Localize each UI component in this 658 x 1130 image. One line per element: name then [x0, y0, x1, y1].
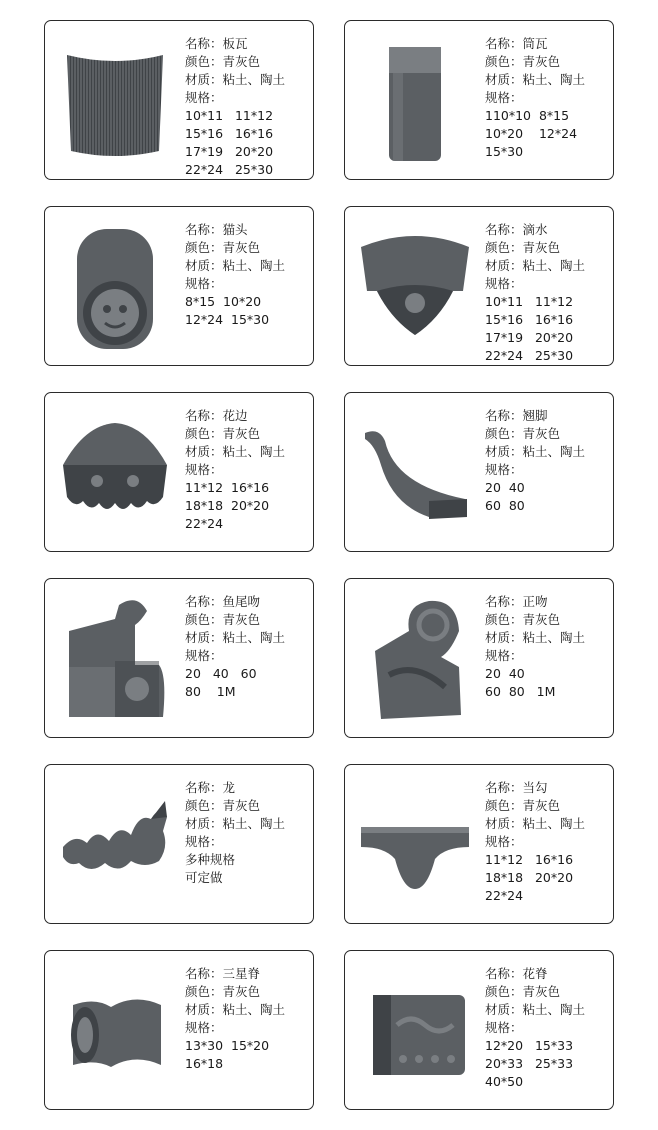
spec-line: 11*12 16*16	[185, 480, 270, 495]
product-name-line	[485, 965, 611, 983]
product-card	[344, 578, 614, 738]
spec-label: 规格：	[185, 834, 223, 849]
product-info	[185, 965, 311, 1073]
color-label: 颜色：	[485, 54, 523, 69]
product-name: 滴水	[522, 222, 548, 237]
product-name: 龙	[222, 780, 236, 795]
product-color-line	[485, 983, 611, 1001]
product-name: 花边	[222, 408, 248, 423]
spec-line: 20*33 25*33	[485, 1056, 574, 1071]
product-name: 花脊	[522, 966, 548, 981]
spec-line: 11*12 16*16	[485, 852, 574, 867]
spec-label: 规格：	[185, 648, 223, 663]
product-info	[185, 593, 311, 701]
flower-ridge-icon	[355, 963, 475, 1097]
drip-tile-icon	[355, 219, 475, 353]
product-name: 板瓦	[222, 36, 248, 51]
product-info	[185, 35, 311, 179]
product-name-line	[185, 779, 311, 797]
spec-line: 17*19 20*20	[485, 330, 574, 345]
spec-label: 规格：	[185, 462, 223, 477]
product-info	[485, 407, 611, 515]
product-color-line	[185, 983, 311, 1001]
spec-list	[485, 293, 611, 365]
name-label: 名称：	[185, 222, 223, 237]
name-label: 名称：	[485, 222, 523, 237]
product-material: 粘土、陶土	[522, 630, 586, 645]
material-label: 材质：	[485, 444, 523, 459]
material-label: 材质：	[185, 1002, 223, 1017]
product-name: 当勾	[522, 780, 548, 795]
spec-line: 10*11 11*12	[185, 108, 274, 123]
product-image	[55, 33, 175, 167]
spec-list	[485, 107, 611, 161]
product-material: 粘土、陶土	[222, 72, 286, 87]
product-material-line	[485, 629, 611, 647]
product-material-line	[485, 443, 611, 461]
product-material-line	[185, 1001, 311, 1019]
color-label: 颜色：	[485, 798, 523, 813]
product-color: 青灰色	[222, 798, 261, 813]
spec-list	[185, 107, 311, 179]
product-color: 青灰色	[222, 984, 261, 999]
spec-line: 15*30	[485, 144, 524, 159]
material-label: 材质：	[485, 816, 523, 831]
product-image	[355, 219, 475, 353]
product-info	[185, 221, 311, 329]
cylinder-tile-icon	[355, 33, 475, 167]
spec-label: 规格：	[485, 648, 523, 663]
material-label: 材质：	[485, 630, 523, 645]
product-name: 翘脚	[522, 408, 548, 423]
product-name: 猫头	[222, 222, 248, 237]
name-label: 名称：	[485, 594, 523, 609]
product-material-line	[185, 257, 311, 275]
spec-line: 10*20 12*24	[485, 126, 578, 141]
product-color: 青灰色	[222, 54, 261, 69]
product-card	[344, 206, 614, 366]
name-label: 名称：	[185, 966, 223, 981]
product-color-line	[185, 53, 311, 71]
spec-label: 规格：	[485, 462, 523, 477]
spec-label: 规格：	[485, 90, 523, 105]
product-color-line	[185, 611, 311, 629]
product-card	[344, 20, 614, 180]
material-label: 材质：	[485, 1002, 523, 1017]
fishtail-ridge-ornament-icon	[55, 591, 175, 725]
eave-tile-icon	[355, 777, 475, 911]
spec-line: 20 40	[485, 480, 525, 495]
product-card	[44, 950, 314, 1110]
spec-list	[485, 665, 611, 701]
material-label: 材质：	[185, 630, 223, 645]
spec-line: 15*16 16*16	[485, 312, 574, 327]
spec-list	[485, 479, 611, 515]
product-info	[485, 35, 611, 161]
material-label: 材质：	[185, 444, 223, 459]
spec-line: 40*50	[485, 1074, 524, 1089]
spec-label: 规格：	[185, 276, 223, 291]
product-color: 青灰色	[522, 798, 561, 813]
product-material: 粘土、陶土	[222, 1002, 286, 1017]
spec-line: 可定做	[185, 870, 223, 885]
spec-line: 15*16 16*16	[185, 126, 274, 141]
spec-line: 20 40 60	[185, 666, 257, 681]
name-label: 名称：	[485, 780, 523, 795]
product-card	[344, 764, 614, 924]
product-color-line	[485, 425, 611, 443]
product-color: 青灰色	[522, 426, 561, 441]
spec-line: 18*18 20*20	[185, 498, 270, 513]
spec-line: 110*10 8*15	[485, 108, 570, 123]
spec-label: 规格：	[485, 276, 523, 291]
product-material: 粘土、陶土	[222, 444, 286, 459]
flat-tile-icon	[55, 33, 175, 167]
product-card	[44, 206, 314, 366]
material-label: 材质：	[185, 258, 223, 273]
product-name: 鱼尾吻	[222, 594, 261, 609]
product-image	[55, 405, 175, 539]
color-label: 颜色：	[485, 426, 523, 441]
product-material-line	[485, 71, 611, 89]
product-card	[44, 578, 314, 738]
product-color-line	[485, 53, 611, 71]
product-name-line	[485, 221, 611, 239]
spec-list	[185, 479, 311, 533]
product-material: 粘土、陶土	[522, 72, 586, 87]
three-star-ridge-icon	[55, 963, 175, 1097]
spec-label: 规格：	[185, 90, 223, 105]
product-card	[344, 392, 614, 552]
product-material: 粘土、陶土	[522, 816, 586, 831]
product-name-line	[185, 35, 311, 53]
product-info	[485, 965, 611, 1091]
material-label: 材质：	[185, 72, 223, 87]
color-label: 颜色：	[485, 612, 523, 627]
product-card	[44, 392, 314, 552]
spec-line: 22*24 25*30	[185, 162, 274, 177]
product-material: 粘土、陶土	[522, 444, 586, 459]
color-label: 颜色：	[185, 426, 223, 441]
name-label: 名称：	[485, 966, 523, 981]
spec-label: 规格：	[485, 834, 523, 849]
product-image	[55, 777, 175, 911]
product-info	[185, 407, 311, 533]
product-material: 粘土、陶土	[522, 1002, 586, 1017]
material-label: 材质：	[485, 258, 523, 273]
material-label: 材质：	[185, 816, 223, 831]
product-color-line	[485, 239, 611, 257]
dragon-ornament-icon	[55, 777, 175, 911]
spec-line: 8*15 10*20	[185, 294, 262, 309]
color-label: 颜色：	[185, 984, 223, 999]
spec-label: 规格：	[485, 1020, 523, 1035]
product-name-line	[185, 221, 311, 239]
spec-line: 20 40	[485, 666, 525, 681]
spec-list	[185, 665, 311, 701]
name-label: 名称：	[185, 408, 223, 423]
product-color: 青灰色	[222, 612, 261, 627]
spec-line: 22*24 25*30	[485, 348, 574, 363]
spec-line: 22*24	[185, 516, 224, 531]
product-image	[355, 591, 475, 725]
product-material: 粘土、陶土	[222, 630, 286, 645]
product-material: 粘土、陶土	[222, 258, 286, 273]
product-name-line	[185, 407, 311, 425]
color-label: 颜色：	[185, 612, 223, 627]
spec-line: 多种规格	[185, 852, 236, 867]
product-image	[355, 963, 475, 1097]
spec-line: 60 80 1M	[485, 684, 556, 699]
spec-list	[185, 1037, 311, 1073]
spec-line: 13*30 15*20	[185, 1038, 270, 1053]
product-image	[55, 963, 175, 1097]
lace-tile-icon	[55, 405, 175, 539]
product-card	[344, 950, 614, 1110]
color-label: 颜色：	[185, 798, 223, 813]
product-color: 青灰色	[222, 240, 261, 255]
product-name-line	[485, 779, 611, 797]
product-info	[485, 593, 611, 701]
product-card	[44, 20, 314, 180]
product-material-line	[485, 1001, 611, 1019]
name-label: 名称：	[485, 36, 523, 51]
name-label: 名称：	[185, 594, 223, 609]
spec-list	[485, 1037, 611, 1091]
product-image	[355, 777, 475, 911]
spec-line: 22*24	[485, 888, 524, 903]
product-name-line	[485, 407, 611, 425]
product-material: 粘土、陶土	[222, 816, 286, 831]
spec-line: 17*19 20*20	[185, 144, 274, 159]
spec-line: 10*11 11*12	[485, 294, 574, 309]
product-material-line	[185, 443, 311, 461]
color-label: 颜色：	[185, 240, 223, 255]
product-color-line	[485, 611, 611, 629]
name-label: 名称：	[185, 780, 223, 795]
color-label: 颜色：	[185, 54, 223, 69]
product-image	[55, 591, 175, 725]
spec-line: 12*24 15*30	[185, 312, 270, 327]
spec-list	[185, 293, 311, 329]
product-info	[185, 779, 311, 887]
name-label: 名称：	[185, 36, 223, 51]
product-material-line	[185, 815, 311, 833]
product-color-line	[185, 797, 311, 815]
product-color: 青灰色	[522, 612, 561, 627]
product-material-line	[185, 71, 311, 89]
product-color: 青灰色	[222, 426, 261, 441]
product-image	[355, 405, 475, 539]
color-label: 颜色：	[485, 240, 523, 255]
spec-line: 16*18	[185, 1056, 224, 1071]
product-name: 三星脊	[222, 966, 261, 981]
spec-line: 80 1M	[185, 684, 236, 699]
product-name-line	[485, 593, 611, 611]
product-card	[44, 764, 314, 924]
product-name: 筒瓦	[522, 36, 548, 51]
product-name: 正吻	[522, 594, 548, 609]
material-label: 材质：	[485, 72, 523, 87]
product-name-line	[185, 593, 311, 611]
product-color-line	[185, 425, 311, 443]
color-label: 颜色：	[485, 984, 523, 999]
product-info	[485, 779, 611, 905]
cat-head-tile-icon	[55, 219, 175, 353]
product-material: 粘土、陶土	[522, 258, 586, 273]
product-name-line	[485, 35, 611, 53]
spec-line: 18*18 20*20	[485, 870, 574, 885]
spec-line: 60 80	[485, 498, 525, 513]
name-label: 名称：	[485, 408, 523, 423]
product-material-line	[485, 257, 611, 275]
product-info	[485, 221, 611, 365]
product-color: 青灰色	[522, 240, 561, 255]
product-name-line	[185, 965, 311, 983]
spec-list	[185, 851, 311, 887]
product-color-line	[185, 239, 311, 257]
raised-corner-icon	[355, 405, 475, 539]
product-color-line	[485, 797, 611, 815]
product-material-line	[485, 815, 611, 833]
product-material-line	[185, 629, 311, 647]
spec-list	[485, 851, 611, 905]
spec-line: 12*20 15*33	[485, 1038, 574, 1053]
product-image	[55, 219, 175, 353]
product-color: 青灰色	[522, 984, 561, 999]
product-color: 青灰色	[522, 54, 561, 69]
product-image	[355, 33, 475, 167]
spec-label: 规格：	[185, 1020, 223, 1035]
ridge-ornament-icon	[355, 591, 475, 725]
